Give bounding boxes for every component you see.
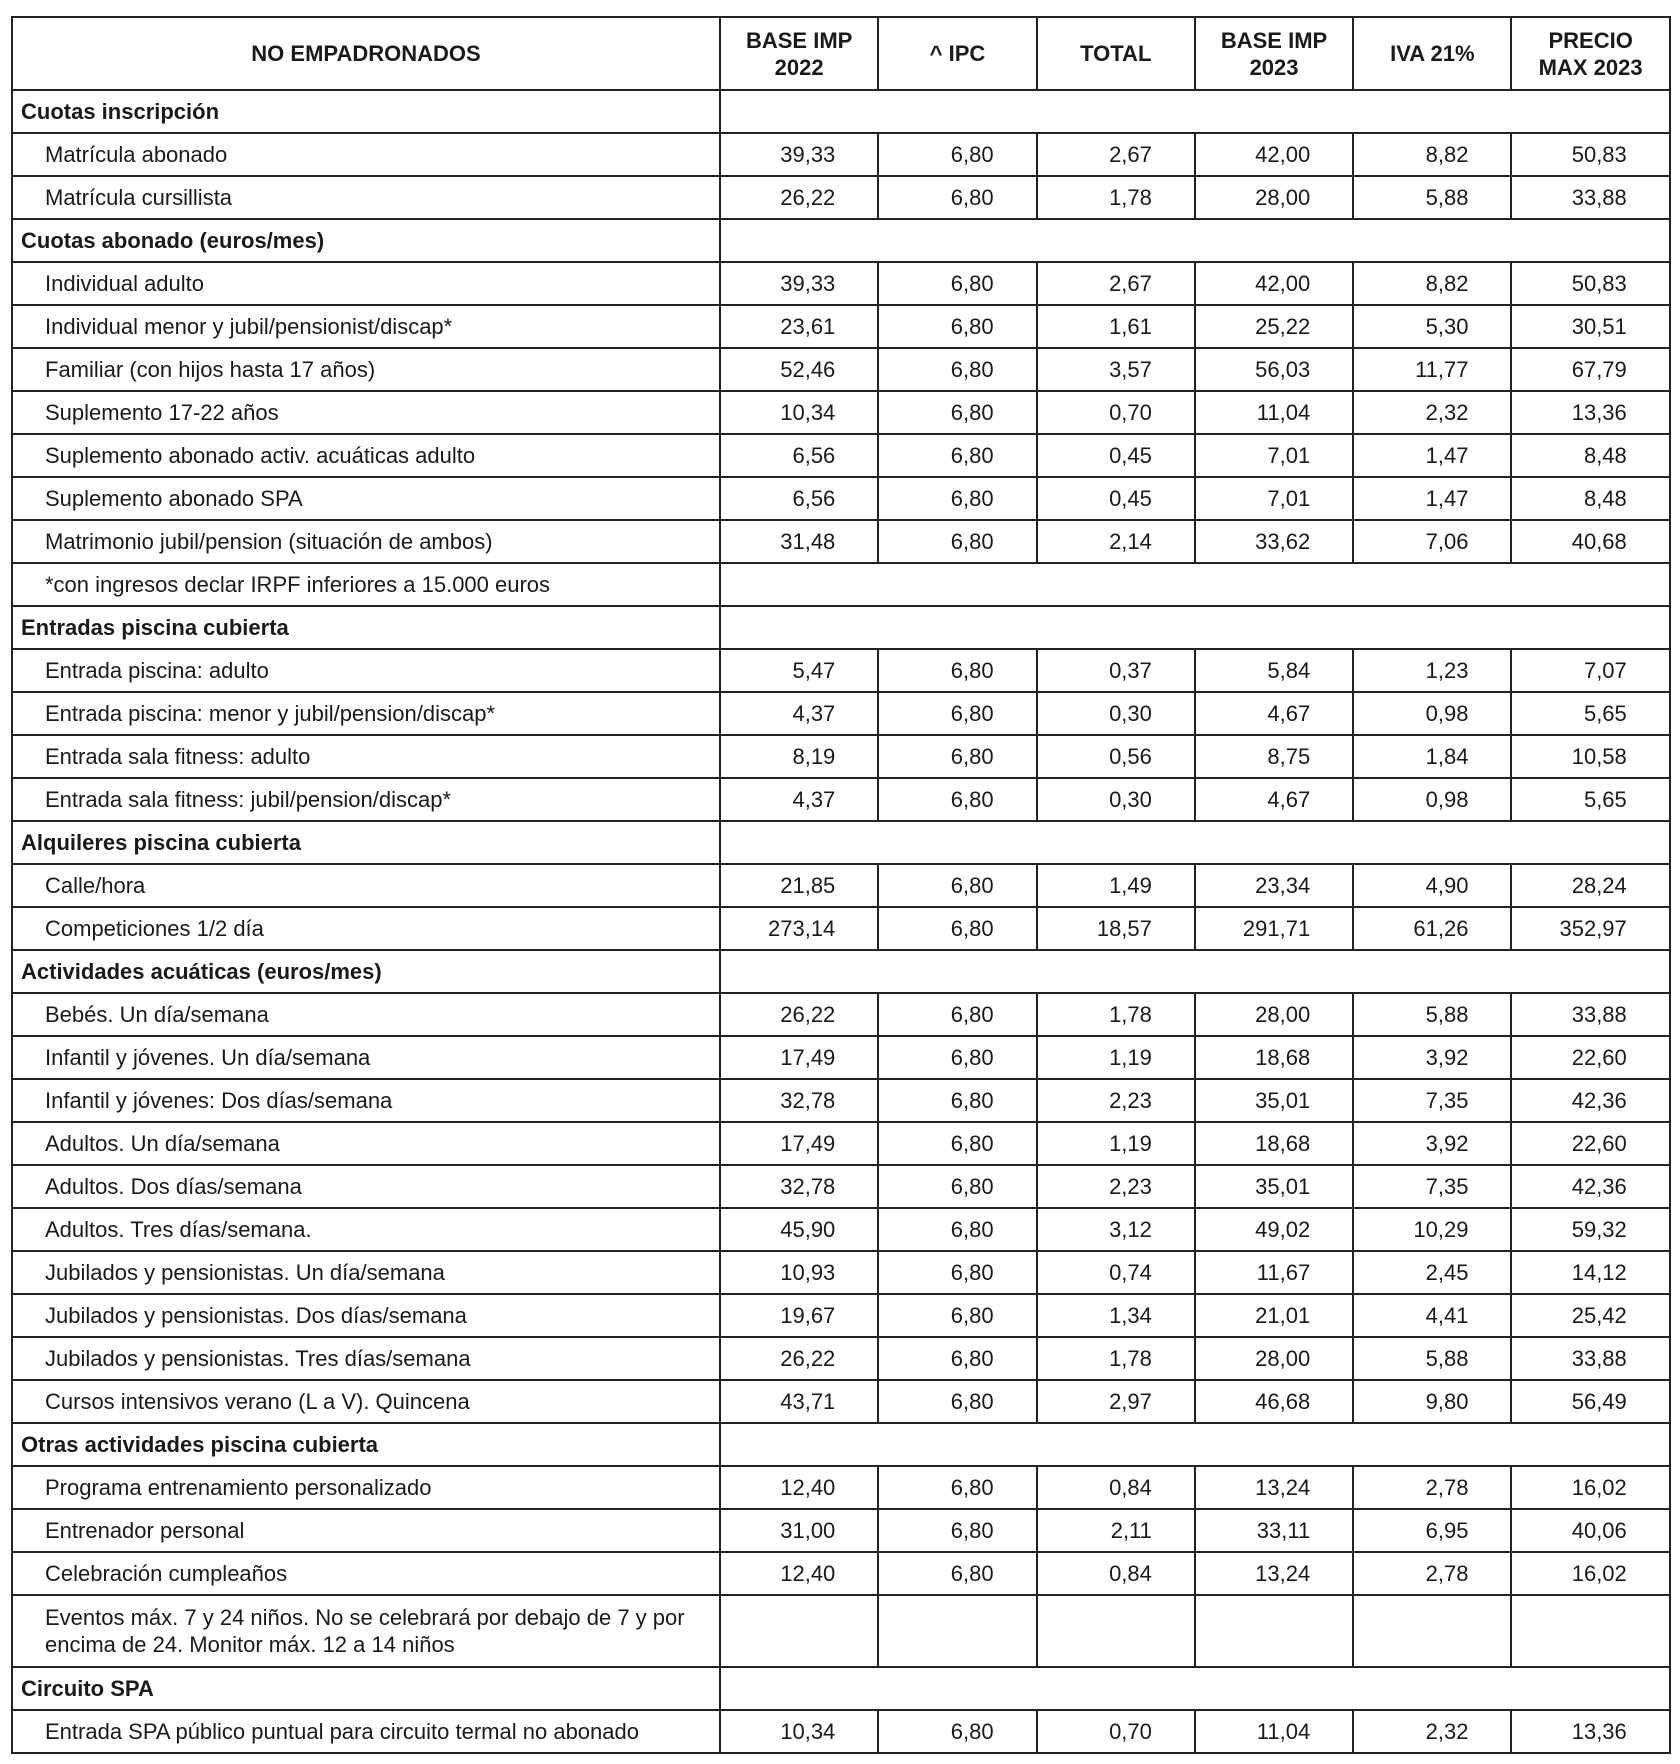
empty-cell bbox=[720, 950, 1670, 993]
table-row bbox=[12, 1122, 1670, 1165]
table-row bbox=[12, 692, 1670, 735]
table-row bbox=[12, 1337, 1670, 1380]
value-cell: 10,58 bbox=[1511, 735, 1669, 778]
value-cell: 1,19 bbox=[1037, 1036, 1195, 1079]
section-title: Alquileres piscina cubierta bbox=[12, 821, 720, 864]
value-cell: 42,36 bbox=[1511, 1165, 1669, 1208]
table-row bbox=[12, 1710, 1670, 1753]
value-cell: 6,80 bbox=[878, 434, 1036, 477]
column-header: NO EMPADRONADOS bbox=[12, 17, 720, 90]
value-cell: 3,92 bbox=[1353, 1036, 1511, 1079]
section-row bbox=[12, 1423, 1670, 1466]
value-cell: 0,74 bbox=[1037, 1251, 1195, 1294]
value-cell: 40,68 bbox=[1511, 520, 1669, 563]
value-cell: 1,78 bbox=[1037, 993, 1195, 1036]
table-row bbox=[12, 305, 1670, 348]
value-cell: 1,61 bbox=[1037, 305, 1195, 348]
value-cell: 50,83 bbox=[1511, 133, 1669, 176]
section-title: Actividades acuáticas (euros/mes) bbox=[12, 950, 720, 993]
value-cell: 8,48 bbox=[1511, 477, 1669, 520]
section-row bbox=[12, 950, 1670, 993]
value-cell: 6,80 bbox=[878, 1079, 1036, 1122]
column-header: TOTAL bbox=[1037, 17, 1195, 90]
value-cell: 8,48 bbox=[1511, 434, 1669, 477]
value-cell: 6,80 bbox=[878, 907, 1036, 950]
value-cell: 2,67 bbox=[1037, 133, 1195, 176]
value-cell: 1,84 bbox=[1353, 735, 1511, 778]
price-table bbox=[11, 16, 1671, 1754]
value-cell: 4,41 bbox=[1353, 1294, 1511, 1337]
value-cell: 5,88 bbox=[1353, 176, 1511, 219]
value-cell bbox=[720, 1595, 878, 1667]
table-row bbox=[12, 1079, 1670, 1122]
value-cell: 33,62 bbox=[1195, 520, 1353, 563]
value-cell: 2,45 bbox=[1353, 1251, 1511, 1294]
empty-cell bbox=[720, 1423, 1670, 1466]
value-cell: 4,90 bbox=[1353, 864, 1511, 907]
table-row bbox=[12, 907, 1670, 950]
value-cell: 6,80 bbox=[878, 1380, 1036, 1423]
row-label: Infantil y jóvenes. Un día/semana bbox=[12, 1036, 720, 1079]
value-cell: 46,68 bbox=[1195, 1380, 1353, 1423]
value-cell: 22,60 bbox=[1511, 1122, 1669, 1165]
value-cell: 2,97 bbox=[1037, 1380, 1195, 1423]
value-cell: 3,57 bbox=[1037, 348, 1195, 391]
value-cell: 13,24 bbox=[1195, 1552, 1353, 1595]
value-cell: 4,37 bbox=[720, 692, 878, 735]
value-cell: 12,40 bbox=[720, 1466, 878, 1509]
value-cell: 31,48 bbox=[720, 520, 878, 563]
value-cell: 6,80 bbox=[878, 348, 1036, 391]
row-label: Entrada piscina: adulto bbox=[12, 649, 720, 692]
value-cell: 11,67 bbox=[1195, 1251, 1353, 1294]
value-cell: 17,49 bbox=[720, 1122, 878, 1165]
table-body bbox=[12, 90, 1670, 1753]
section-title: Cuotas inscripción bbox=[12, 90, 720, 133]
section-row bbox=[12, 1667, 1670, 1710]
value-cell: 5,65 bbox=[1511, 692, 1669, 735]
table-row bbox=[12, 391, 1670, 434]
value-cell: 0,84 bbox=[1037, 1466, 1195, 1509]
row-label: Bebés. Un día/semana bbox=[12, 993, 720, 1036]
row-label: Familiar (con hijos hasta 17 años) bbox=[12, 348, 720, 391]
value-cell: 6,56 bbox=[720, 477, 878, 520]
value-cell: 5,47 bbox=[720, 649, 878, 692]
value-cell: 23,34 bbox=[1195, 864, 1353, 907]
column-header: BASE IMP 2022 bbox=[720, 17, 878, 90]
empty-cell bbox=[720, 606, 1670, 649]
value-cell: 21,85 bbox=[720, 864, 878, 907]
value-cell: 33,88 bbox=[1511, 176, 1669, 219]
value-cell: 352,97 bbox=[1511, 907, 1669, 950]
value-cell: 49,02 bbox=[1195, 1208, 1353, 1251]
value-cell: 6,80 bbox=[878, 477, 1036, 520]
row-label: Adultos. Dos días/semana bbox=[12, 1165, 720, 1208]
value-cell: 16,02 bbox=[1511, 1466, 1669, 1509]
value-cell: 52,46 bbox=[720, 348, 878, 391]
value-cell: 18,68 bbox=[1195, 1122, 1353, 1165]
value-cell: 6,56 bbox=[720, 434, 878, 477]
value-cell: 0,70 bbox=[1037, 391, 1195, 434]
section-title: Circuito SPA bbox=[12, 1667, 720, 1710]
value-cell: 18,68 bbox=[1195, 1036, 1353, 1079]
section-row bbox=[12, 606, 1670, 649]
value-cell: 5,84 bbox=[1195, 649, 1353, 692]
value-cell: 8,75 bbox=[1195, 735, 1353, 778]
row-label: Suplemento abonado activ. acuáticas adulto bbox=[12, 434, 720, 477]
value-cell: 6,80 bbox=[878, 735, 1036, 778]
row-label: *con ingresos declar IRPF inferiores a 15.000 euros bbox=[12, 563, 720, 606]
value-cell: 6,80 bbox=[878, 1036, 1036, 1079]
value-cell: 7,35 bbox=[1353, 1165, 1511, 1208]
section-row bbox=[12, 219, 1670, 262]
value-cell: 14,12 bbox=[1511, 1251, 1669, 1294]
value-cell: 10,93 bbox=[720, 1251, 878, 1294]
value-cell: 0,37 bbox=[1037, 649, 1195, 692]
table-row bbox=[12, 1251, 1670, 1294]
table-row bbox=[12, 1208, 1670, 1251]
row-label: Cursos intensivos verano (L a V). Quincena bbox=[12, 1380, 720, 1423]
row-label: Programa entrenamiento personalizado bbox=[12, 1466, 720, 1509]
row-label: Matrícula abonado bbox=[12, 133, 720, 176]
table-row bbox=[12, 563, 1670, 606]
row-label: Suplemento abonado SPA bbox=[12, 477, 720, 520]
table-row bbox=[12, 778, 1670, 821]
value-cell: 2,78 bbox=[1353, 1552, 1511, 1595]
value-cell: 2,78 bbox=[1353, 1466, 1511, 1509]
value-cell: 67,79 bbox=[1511, 348, 1669, 391]
value-cell: 6,80 bbox=[878, 1466, 1036, 1509]
value-cell: 50,83 bbox=[1511, 262, 1669, 305]
value-cell: 28,24 bbox=[1511, 864, 1669, 907]
value-cell: 3,92 bbox=[1353, 1122, 1511, 1165]
value-cell: 61,26 bbox=[1353, 907, 1511, 950]
value-cell: 19,67 bbox=[720, 1294, 878, 1337]
value-cell: 59,32 bbox=[1511, 1208, 1669, 1251]
value-cell: 35,01 bbox=[1195, 1079, 1353, 1122]
value-cell: 7,01 bbox=[1195, 477, 1353, 520]
table-row bbox=[12, 477, 1670, 520]
value-cell: 28,00 bbox=[1195, 1337, 1353, 1380]
value-cell: 4,67 bbox=[1195, 692, 1353, 735]
column-header: BASE IMP 2023 bbox=[1195, 17, 1353, 90]
row-label: Jubilados y pensionistas. Tres días/semana bbox=[12, 1337, 720, 1380]
value-cell: 43,71 bbox=[720, 1380, 878, 1423]
value-cell: 0,56 bbox=[1037, 735, 1195, 778]
value-cell: 13,24 bbox=[1195, 1466, 1353, 1509]
value-cell: 7,07 bbox=[1511, 649, 1669, 692]
table-row bbox=[12, 1509, 1670, 1552]
value-cell: 6,80 bbox=[878, 1294, 1036, 1337]
row-label: Entrada sala fitness: jubil/pension/discap* bbox=[12, 778, 720, 821]
value-cell: 4,37 bbox=[720, 778, 878, 821]
table-row bbox=[12, 1294, 1670, 1337]
value-cell: 32,78 bbox=[720, 1165, 878, 1208]
value-cell: 1,78 bbox=[1037, 1337, 1195, 1380]
section-title: Entradas piscina cubierta bbox=[12, 606, 720, 649]
value-cell: 1,34 bbox=[1037, 1294, 1195, 1337]
table-row bbox=[12, 993, 1670, 1036]
value-cell: 6,80 bbox=[878, 176, 1036, 219]
header-row bbox=[12, 17, 1670, 90]
value-cell: 26,22 bbox=[720, 1337, 878, 1380]
value-cell: 6,80 bbox=[878, 1122, 1036, 1165]
row-label: Matrimonio jubil/pension (situación de ambos) bbox=[12, 520, 720, 563]
value-cell: 6,80 bbox=[878, 520, 1036, 563]
row-label: Entrada SPA público puntual para circuito termal no abonado bbox=[12, 1710, 720, 1753]
value-cell: 6,80 bbox=[878, 1710, 1036, 1753]
value-cell: 3,12 bbox=[1037, 1208, 1195, 1251]
value-cell bbox=[1511, 1595, 1669, 1667]
row-label: Eventos máx. 7 y 24 niños. No se celebrará por debajo de 7 y por encima de 24. Monitor máx. 12 a 14 niños bbox=[12, 1595, 720, 1667]
value-cell: 6,80 bbox=[878, 778, 1036, 821]
row-label: Adultos. Un día/semana bbox=[12, 1122, 720, 1165]
value-cell: 6,95 bbox=[1353, 1509, 1511, 1552]
value-cell: 6,80 bbox=[878, 391, 1036, 434]
value-cell: 2,32 bbox=[1353, 391, 1511, 434]
table-row bbox=[12, 133, 1670, 176]
column-header: ^ IPC bbox=[878, 17, 1036, 90]
row-label: Individual adulto bbox=[12, 262, 720, 305]
value-cell: 11,04 bbox=[1195, 391, 1353, 434]
value-cell: 33,88 bbox=[1511, 993, 1669, 1036]
value-cell bbox=[1037, 1595, 1195, 1667]
value-cell: 56,49 bbox=[1511, 1380, 1669, 1423]
value-cell: 1,78 bbox=[1037, 176, 1195, 219]
value-cell: 273,14 bbox=[720, 907, 878, 950]
value-cell: 13,36 bbox=[1511, 1710, 1669, 1753]
value-cell: 7,01 bbox=[1195, 434, 1353, 477]
value-cell: 0,45 bbox=[1037, 434, 1195, 477]
value-cell: 0,70 bbox=[1037, 1710, 1195, 1753]
empty-cell bbox=[720, 563, 1670, 606]
table-row bbox=[12, 1380, 1670, 1423]
value-cell: 5,88 bbox=[1353, 1337, 1511, 1380]
value-cell: 6,80 bbox=[878, 1208, 1036, 1251]
value-cell: 6,80 bbox=[878, 133, 1036, 176]
value-cell: 1,47 bbox=[1353, 477, 1511, 520]
value-cell: 10,34 bbox=[720, 391, 878, 434]
value-cell: 291,71 bbox=[1195, 907, 1353, 950]
value-cell: 1,49 bbox=[1037, 864, 1195, 907]
value-cell: 2,67 bbox=[1037, 262, 1195, 305]
row-label: Entrenador personal bbox=[12, 1509, 720, 1552]
table-row bbox=[12, 864, 1670, 907]
value-cell: 4,67 bbox=[1195, 778, 1353, 821]
value-cell: 17,49 bbox=[720, 1036, 878, 1079]
value-cell: 5,30 bbox=[1353, 305, 1511, 348]
value-cell: 9,80 bbox=[1353, 1380, 1511, 1423]
value-cell: 39,33 bbox=[720, 262, 878, 305]
value-cell: 25,22 bbox=[1195, 305, 1353, 348]
value-cell: 6,80 bbox=[878, 305, 1036, 348]
empty-cell bbox=[720, 219, 1670, 262]
row-label: Individual menor y jubil/pensionist/discap* bbox=[12, 305, 720, 348]
value-cell: 2,23 bbox=[1037, 1079, 1195, 1122]
row-label: Adultos. Tres días/semana. bbox=[12, 1208, 720, 1251]
empty-cell bbox=[720, 90, 1670, 133]
value-cell: 10,29 bbox=[1353, 1208, 1511, 1251]
value-cell: 33,88 bbox=[1511, 1337, 1669, 1380]
value-cell: 6,80 bbox=[878, 649, 1036, 692]
value-cell: 8,82 bbox=[1353, 133, 1511, 176]
value-cell: 25,42 bbox=[1511, 1294, 1669, 1337]
table-row bbox=[12, 1036, 1670, 1079]
table-row bbox=[12, 434, 1670, 477]
value-cell: 31,00 bbox=[720, 1509, 878, 1552]
section-row bbox=[12, 90, 1670, 133]
value-cell: 6,80 bbox=[878, 1509, 1036, 1552]
row-label: Celebración cumpleaños bbox=[12, 1552, 720, 1595]
value-cell: 6,80 bbox=[878, 1251, 1036, 1294]
value-cell: 42,36 bbox=[1511, 1079, 1669, 1122]
value-cell: 10,34 bbox=[720, 1710, 878, 1753]
table-row bbox=[12, 1595, 1670, 1667]
value-cell: 6,80 bbox=[878, 262, 1036, 305]
table-row bbox=[12, 348, 1670, 391]
value-cell: 32,78 bbox=[720, 1079, 878, 1122]
value-cell: 28,00 bbox=[1195, 176, 1353, 219]
value-cell: 11,77 bbox=[1353, 348, 1511, 391]
value-cell: 2,14 bbox=[1037, 520, 1195, 563]
value-cell: 0,45 bbox=[1037, 477, 1195, 520]
value-cell bbox=[1195, 1595, 1353, 1667]
column-header: PRECIO MAX 2023 bbox=[1511, 17, 1669, 90]
value-cell: 6,80 bbox=[878, 1337, 1036, 1380]
row-label: Jubilados y pensionistas. Un día/semana bbox=[12, 1251, 720, 1294]
table-row bbox=[12, 735, 1670, 778]
value-cell: 28,00 bbox=[1195, 993, 1353, 1036]
table-row bbox=[12, 649, 1670, 692]
value-cell: 6,80 bbox=[878, 1165, 1036, 1208]
value-cell: 0,98 bbox=[1353, 692, 1511, 735]
value-cell: 35,01 bbox=[1195, 1165, 1353, 1208]
value-cell: 40,06 bbox=[1511, 1509, 1669, 1552]
value-cell: 0,84 bbox=[1037, 1552, 1195, 1595]
table-row bbox=[12, 262, 1670, 305]
value-cell: 7,35 bbox=[1353, 1079, 1511, 1122]
value-cell: 42,00 bbox=[1195, 133, 1353, 176]
value-cell: 21,01 bbox=[1195, 1294, 1353, 1337]
row-label: Calle/hora bbox=[12, 864, 720, 907]
row-label: Infantil y jóvenes: Dos días/semana bbox=[12, 1079, 720, 1122]
empty-cell bbox=[720, 1667, 1670, 1710]
value-cell: 42,00 bbox=[1195, 262, 1353, 305]
table-row bbox=[12, 1466, 1670, 1509]
value-cell bbox=[1353, 1595, 1511, 1667]
value-cell: 1,47 bbox=[1353, 434, 1511, 477]
value-cell: 23,61 bbox=[720, 305, 878, 348]
value-cell: 6,80 bbox=[878, 692, 1036, 735]
value-cell: 56,03 bbox=[1195, 348, 1353, 391]
column-header: IVA 21% bbox=[1353, 17, 1511, 90]
value-cell: 11,04 bbox=[1195, 1710, 1353, 1753]
row-label: Jubilados y pensionistas. Dos días/semana bbox=[12, 1294, 720, 1337]
value-cell: 8,82 bbox=[1353, 262, 1511, 305]
value-cell: 12,40 bbox=[720, 1552, 878, 1595]
value-cell: 5,88 bbox=[1353, 993, 1511, 1036]
table-row bbox=[12, 520, 1670, 563]
value-cell: 2,11 bbox=[1037, 1509, 1195, 1552]
value-cell bbox=[878, 1595, 1036, 1667]
row-label: Entrada piscina: menor y jubil/pension/discap* bbox=[12, 692, 720, 735]
section-row bbox=[12, 821, 1670, 864]
value-cell: 26,22 bbox=[720, 993, 878, 1036]
value-cell: 1,19 bbox=[1037, 1122, 1195, 1165]
value-cell: 0,30 bbox=[1037, 692, 1195, 735]
value-cell: 6,80 bbox=[878, 1552, 1036, 1595]
value-cell: 45,90 bbox=[720, 1208, 878, 1251]
value-cell: 2,23 bbox=[1037, 1165, 1195, 1208]
value-cell: 13,36 bbox=[1511, 391, 1669, 434]
row-label: Competiciones 1/2 día bbox=[12, 907, 720, 950]
value-cell: 22,60 bbox=[1511, 1036, 1669, 1079]
table-row bbox=[12, 176, 1670, 219]
section-title: Cuotas abonado (euros/mes) bbox=[12, 219, 720, 262]
value-cell: 18,57 bbox=[1037, 907, 1195, 950]
value-cell: 1,23 bbox=[1353, 649, 1511, 692]
empty-cell bbox=[720, 821, 1670, 864]
value-cell: 26,22 bbox=[720, 176, 878, 219]
table-row bbox=[12, 1165, 1670, 1208]
value-cell: 30,51 bbox=[1511, 305, 1669, 348]
value-cell: 5,65 bbox=[1511, 778, 1669, 821]
section-title: Otras actividades piscina cubierta bbox=[12, 1423, 720, 1466]
value-cell: 33,11 bbox=[1195, 1509, 1353, 1552]
row-label: Suplemento 17-22 años bbox=[12, 391, 720, 434]
value-cell: 7,06 bbox=[1353, 520, 1511, 563]
value-cell: 8,19 bbox=[720, 735, 878, 778]
row-label: Matrícula cursillista bbox=[12, 176, 720, 219]
value-cell: 39,33 bbox=[720, 133, 878, 176]
value-cell: 6,80 bbox=[878, 993, 1036, 1036]
value-cell: 0,30 bbox=[1037, 778, 1195, 821]
value-cell: 0,98 bbox=[1353, 778, 1511, 821]
value-cell: 6,80 bbox=[878, 864, 1036, 907]
table-row bbox=[12, 1552, 1670, 1595]
value-cell: 16,02 bbox=[1511, 1552, 1669, 1595]
row-label: Entrada sala fitness: adulto bbox=[12, 735, 720, 778]
value-cell: 2,32 bbox=[1353, 1710, 1511, 1753]
